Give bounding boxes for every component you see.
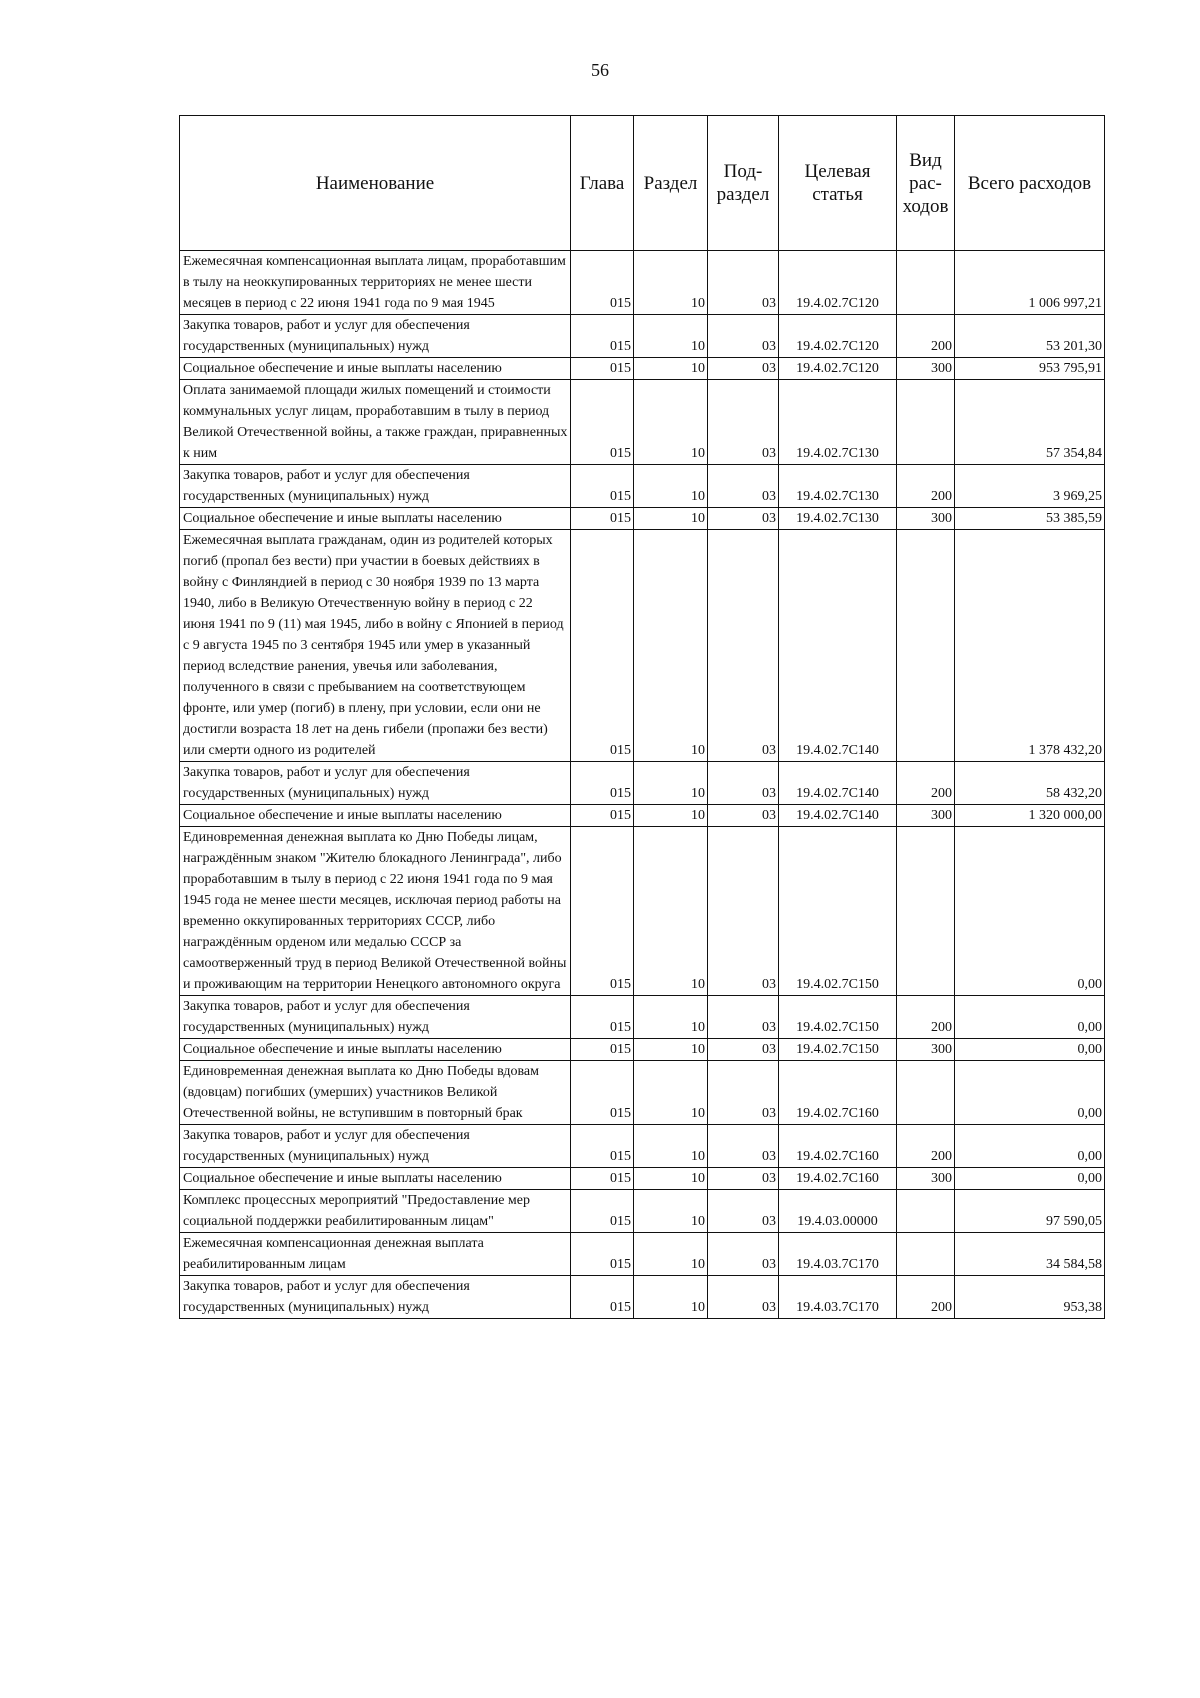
row-section-cell: 10 bbox=[634, 251, 708, 315]
row-chapter-cell: 015 bbox=[571, 380, 634, 465]
row-name-cell: Закупка товаров, работ и услуг для обеспечения государственных (муниципальных) нужд bbox=[180, 996, 571, 1039]
table-row bbox=[180, 465, 1105, 508]
row-chapter-cell: 015 bbox=[571, 1190, 634, 1233]
row-target-cell: 19.4.02.7С120 bbox=[779, 251, 897, 315]
row-expense-type-cell: 300 bbox=[897, 358, 955, 380]
row-expense-type-cell bbox=[897, 1233, 955, 1276]
row-target-cell: 19.4.02.7С160 bbox=[779, 1061, 897, 1125]
row-subsection-cell: 03 bbox=[708, 465, 779, 508]
table-row bbox=[180, 530, 1105, 762]
row-target-cell: 19.4.02.7С150 bbox=[779, 827, 897, 996]
row-expense-type-cell bbox=[897, 380, 955, 465]
row-name-cell: Единовременная денежная выплата ко Дню Победы вдовам (вдовцам) погибших (умерших) участников Великой Отечественной войны, не вступившим в повторный брак bbox=[180, 1061, 571, 1125]
row-name-cell: Ежемесячная компенсационная денежная выплата реабилитированным лицам bbox=[180, 1233, 571, 1276]
row-name-cell: Оплата занимаемой площади жилых помещений и стоимости коммунальных услуг лицам, проработавшим в тылу в период Великой Отечественной войны, а также граждан, приравненных к ним bbox=[180, 380, 571, 465]
row-section-cell: 10 bbox=[634, 762, 708, 805]
column-header-expense-type: Вид рас-ходов bbox=[897, 116, 955, 251]
row-subsection-cell: 03 bbox=[708, 1276, 779, 1319]
row-name-cell: Социальное обеспечение и иные выплаты населению bbox=[180, 358, 571, 380]
row-subsection-cell: 03 bbox=[708, 1061, 779, 1125]
row-chapter-cell: 015 bbox=[571, 1061, 634, 1125]
row-chapter-cell: 015 bbox=[571, 1233, 634, 1276]
row-section-cell: 10 bbox=[634, 380, 708, 465]
table-row bbox=[180, 358, 1105, 380]
row-subsection-cell: 03 bbox=[708, 1125, 779, 1168]
table-row bbox=[180, 805, 1105, 827]
table-row bbox=[180, 1039, 1105, 1061]
row-target-cell: 19.4.02.7С130 bbox=[779, 508, 897, 530]
row-subsection-cell: 03 bbox=[708, 380, 779, 465]
row-subsection-cell: 03 bbox=[708, 508, 779, 530]
row-chapter-cell: 015 bbox=[571, 1168, 634, 1190]
row-expense-type-cell: 200 bbox=[897, 762, 955, 805]
row-total-cell: 1 320 000,00 bbox=[955, 805, 1105, 827]
page-number: 56 bbox=[591, 60, 609, 80]
row-chapter-cell: 015 bbox=[571, 465, 634, 508]
table-row bbox=[180, 508, 1105, 530]
row-subsection-cell: 03 bbox=[708, 358, 779, 380]
row-section-cell: 10 bbox=[634, 1061, 708, 1125]
row-total-cell: 0,00 bbox=[955, 1061, 1105, 1125]
row-expense-type-cell: 200 bbox=[897, 465, 955, 508]
row-total-cell: 953 795,91 bbox=[955, 358, 1105, 380]
row-name-cell: Социальное обеспечение и иные выплаты населению bbox=[180, 508, 571, 530]
row-expense-type-cell bbox=[897, 1061, 955, 1125]
table-row bbox=[180, 827, 1105, 996]
row-name-cell: Закупка товаров, работ и услуг для обеспечения государственных (муниципальных) нужд bbox=[180, 465, 571, 508]
table-row bbox=[180, 1233, 1105, 1276]
row-target-cell: 19.4.02.7С130 bbox=[779, 465, 897, 508]
row-target-cell: 19.4.03.00000 bbox=[779, 1190, 897, 1233]
row-target-cell: 19.4.02.7С160 bbox=[779, 1168, 897, 1190]
row-section-cell: 10 bbox=[634, 315, 708, 358]
row-total-cell: 0,00 bbox=[955, 1168, 1105, 1190]
table-row bbox=[180, 380, 1105, 465]
row-name-cell: Ежемесячная компенсационная выплата лицам, проработавшим в тылу на неоккупированных территориях не менее шести месяцев в период с 22 июня 1941 года по 9 мая 1945 bbox=[180, 251, 571, 315]
row-chapter-cell: 015 bbox=[571, 358, 634, 380]
row-section-cell: 10 bbox=[634, 1168, 708, 1190]
table-row bbox=[180, 251, 1105, 315]
table-row bbox=[180, 1061, 1105, 1125]
row-total-cell: 953,38 bbox=[955, 1276, 1105, 1319]
row-subsection-cell: 03 bbox=[708, 530, 779, 762]
column-header-name: Наименование bbox=[180, 116, 571, 251]
row-total-cell: 34 584,58 bbox=[955, 1233, 1105, 1276]
row-total-cell: 0,00 bbox=[955, 1039, 1105, 1061]
row-total-cell: 1 378 432,20 bbox=[955, 530, 1105, 762]
row-chapter-cell: 015 bbox=[571, 1125, 634, 1168]
table-row bbox=[180, 1190, 1105, 1233]
row-total-cell: 0,00 bbox=[955, 1125, 1105, 1168]
row-expense-type-cell bbox=[897, 530, 955, 762]
row-total-cell: 0,00 bbox=[955, 827, 1105, 996]
row-expense-type-cell: 200 bbox=[897, 1276, 955, 1319]
column-header-total: Всего расходов bbox=[955, 116, 1105, 251]
row-name-cell: Закупка товаров, работ и услуг для обеспечения государственных (муниципальных) нужд bbox=[180, 315, 571, 358]
row-name-cell: Социальное обеспечение и иные выплаты населению bbox=[180, 1168, 571, 1190]
row-name-cell: Закупка товаров, работ и услуг для обеспечения государственных (муниципальных) нужд bbox=[180, 1276, 571, 1319]
row-expense-type-cell: 200 bbox=[897, 1125, 955, 1168]
row-total-cell: 57 354,84 bbox=[955, 380, 1105, 465]
row-expense-type-cell: 300 bbox=[897, 1168, 955, 1190]
column-header-target: Целевая статья bbox=[779, 116, 897, 251]
row-subsection-cell: 03 bbox=[708, 805, 779, 827]
row-total-cell: 1 006 997,21 bbox=[955, 251, 1105, 315]
row-chapter-cell: 015 bbox=[571, 315, 634, 358]
row-name-cell: Социальное обеспечение и иные выплаты населению bbox=[180, 1039, 571, 1061]
row-chapter-cell: 015 bbox=[571, 827, 634, 996]
row-name-cell: Комплекс процессных мероприятий "Предоставление мер социальной поддержки реабилитированным лицам" bbox=[180, 1190, 571, 1233]
row-target-cell: 19.4.02.7С140 bbox=[779, 762, 897, 805]
row-section-cell: 10 bbox=[634, 358, 708, 380]
row-name-cell: Закупка товаров, работ и услуг для обеспечения государственных (муниципальных) нужд bbox=[180, 1125, 571, 1168]
row-chapter-cell: 015 bbox=[571, 530, 634, 762]
table-row bbox=[180, 1125, 1105, 1168]
row-section-cell: 10 bbox=[634, 805, 708, 827]
row-subsection-cell: 03 bbox=[708, 762, 779, 805]
row-chapter-cell: 015 bbox=[571, 508, 634, 530]
row-section-cell: 10 bbox=[634, 530, 708, 762]
row-name-cell: Закупка товаров, работ и услуг для обеспечения государственных (муниципальных) нужд bbox=[180, 762, 571, 805]
row-subsection-cell: 03 bbox=[708, 1039, 779, 1061]
row-total-cell: 58 432,20 bbox=[955, 762, 1105, 805]
row-subsection-cell: 03 bbox=[708, 827, 779, 996]
row-section-cell: 10 bbox=[634, 1125, 708, 1168]
column-header-chapter: Глава bbox=[571, 116, 634, 251]
budget-table bbox=[179, 115, 1105, 1319]
row-target-cell: 19.4.02.7С140 bbox=[779, 530, 897, 762]
row-section-cell: 10 bbox=[634, 465, 708, 508]
row-chapter-cell: 015 bbox=[571, 762, 634, 805]
row-subsection-cell: 03 bbox=[708, 996, 779, 1039]
row-target-cell: 19.4.02.7С140 bbox=[779, 805, 897, 827]
row-expense-type-cell: 200 bbox=[897, 996, 955, 1039]
table-row bbox=[180, 1168, 1105, 1190]
table-row bbox=[180, 315, 1105, 358]
row-name-cell: Социальное обеспечение и иные выплаты населению bbox=[180, 805, 571, 827]
column-header-section: Раздел bbox=[634, 116, 708, 251]
table-header-row bbox=[180, 116, 1105, 251]
row-chapter-cell: 015 bbox=[571, 1276, 634, 1319]
row-target-cell: 19.4.02.7С150 bbox=[779, 996, 897, 1039]
row-target-cell: 19.4.02.7С150 bbox=[779, 1039, 897, 1061]
row-target-cell: 19.4.02.7С160 bbox=[779, 1125, 897, 1168]
row-section-cell: 10 bbox=[634, 1039, 708, 1061]
row-section-cell: 10 bbox=[634, 1190, 708, 1233]
row-target-cell: 19.4.03.7С170 bbox=[779, 1276, 897, 1319]
row-expense-type-cell: 200 bbox=[897, 315, 955, 358]
row-chapter-cell: 015 bbox=[571, 251, 634, 315]
row-subsection-cell: 03 bbox=[708, 1168, 779, 1190]
row-section-cell: 10 bbox=[634, 1276, 708, 1319]
row-total-cell: 97 590,05 bbox=[955, 1190, 1105, 1233]
row-expense-type-cell bbox=[897, 251, 955, 315]
table-row bbox=[180, 762, 1105, 805]
row-target-cell: 19.4.02.7С120 bbox=[779, 358, 897, 380]
row-target-cell: 19.4.03.7С170 bbox=[779, 1233, 897, 1276]
row-subsection-cell: 03 bbox=[708, 251, 779, 315]
row-expense-type-cell: 300 bbox=[897, 508, 955, 530]
row-expense-type-cell: 300 bbox=[897, 1039, 955, 1061]
row-chapter-cell: 015 bbox=[571, 1039, 634, 1061]
row-total-cell: 0,00 bbox=[955, 996, 1105, 1039]
row-subsection-cell: 03 bbox=[708, 1233, 779, 1276]
row-subsection-cell: 03 bbox=[708, 315, 779, 358]
row-section-cell: 10 bbox=[634, 996, 708, 1039]
row-expense-type-cell: 300 bbox=[897, 805, 955, 827]
table-body bbox=[180, 251, 1105, 1319]
row-total-cell: 53 385,59 bbox=[955, 508, 1105, 530]
row-name-cell: Ежемесячная выплата гражданам, один из родителей которых погиб (пропал без вести) при участии в боевых действиях в войну с Финляндией в период с 30 ноября 1939 по 13 марта 1940, либо в Великую Отечественную войну в период с 22 июня 1941 по 9 (11) мая 1945, либо в войну с Японией в период с 9 августа 1945 по 3 сентября 1945 или умер в указанный период вследствие ранения, увечья или заболевания, полученного в связи с пребыванием на соответствующем фронте, или умер (погиб) в плену, при условии, если они не достигли возраста 18 лет на день гибели (пропажи без вести) или смерти одного из родителей bbox=[180, 530, 571, 762]
row-target-cell: 19.4.02.7С130 bbox=[779, 380, 897, 465]
row-subsection-cell: 03 bbox=[708, 1190, 779, 1233]
column-header-subsection: Под-раздел bbox=[708, 116, 779, 251]
table-row bbox=[180, 996, 1105, 1039]
row-expense-type-cell bbox=[897, 1190, 955, 1233]
row-name-cell: Единовременная денежная выплата ко Дню Победы лицам, награждённым знаком "Жителю блокадного Ленинграда", либо проработавшим в тылу в период с 22 июня 1941 года по 9 мая 1945 года не менее шести месяцев, исключая период работы на временно оккупированных территориях СССР, либо награждённым орденом или медалью СССР за самоотверженный труд в период Великой Отечественной войны и проживающим на территории Ненецкого автономного округа bbox=[180, 827, 571, 996]
row-total-cell: 53 201,30 bbox=[955, 315, 1105, 358]
row-total-cell: 3 969,25 bbox=[955, 465, 1105, 508]
row-expense-type-cell bbox=[897, 827, 955, 996]
row-target-cell: 19.4.02.7С120 bbox=[779, 315, 897, 358]
table-row bbox=[180, 1276, 1105, 1319]
row-section-cell: 10 bbox=[634, 827, 708, 996]
row-section-cell: 10 bbox=[634, 508, 708, 530]
row-chapter-cell: 015 bbox=[571, 996, 634, 1039]
row-section-cell: 10 bbox=[634, 1233, 708, 1276]
row-chapter-cell: 015 bbox=[571, 805, 634, 827]
